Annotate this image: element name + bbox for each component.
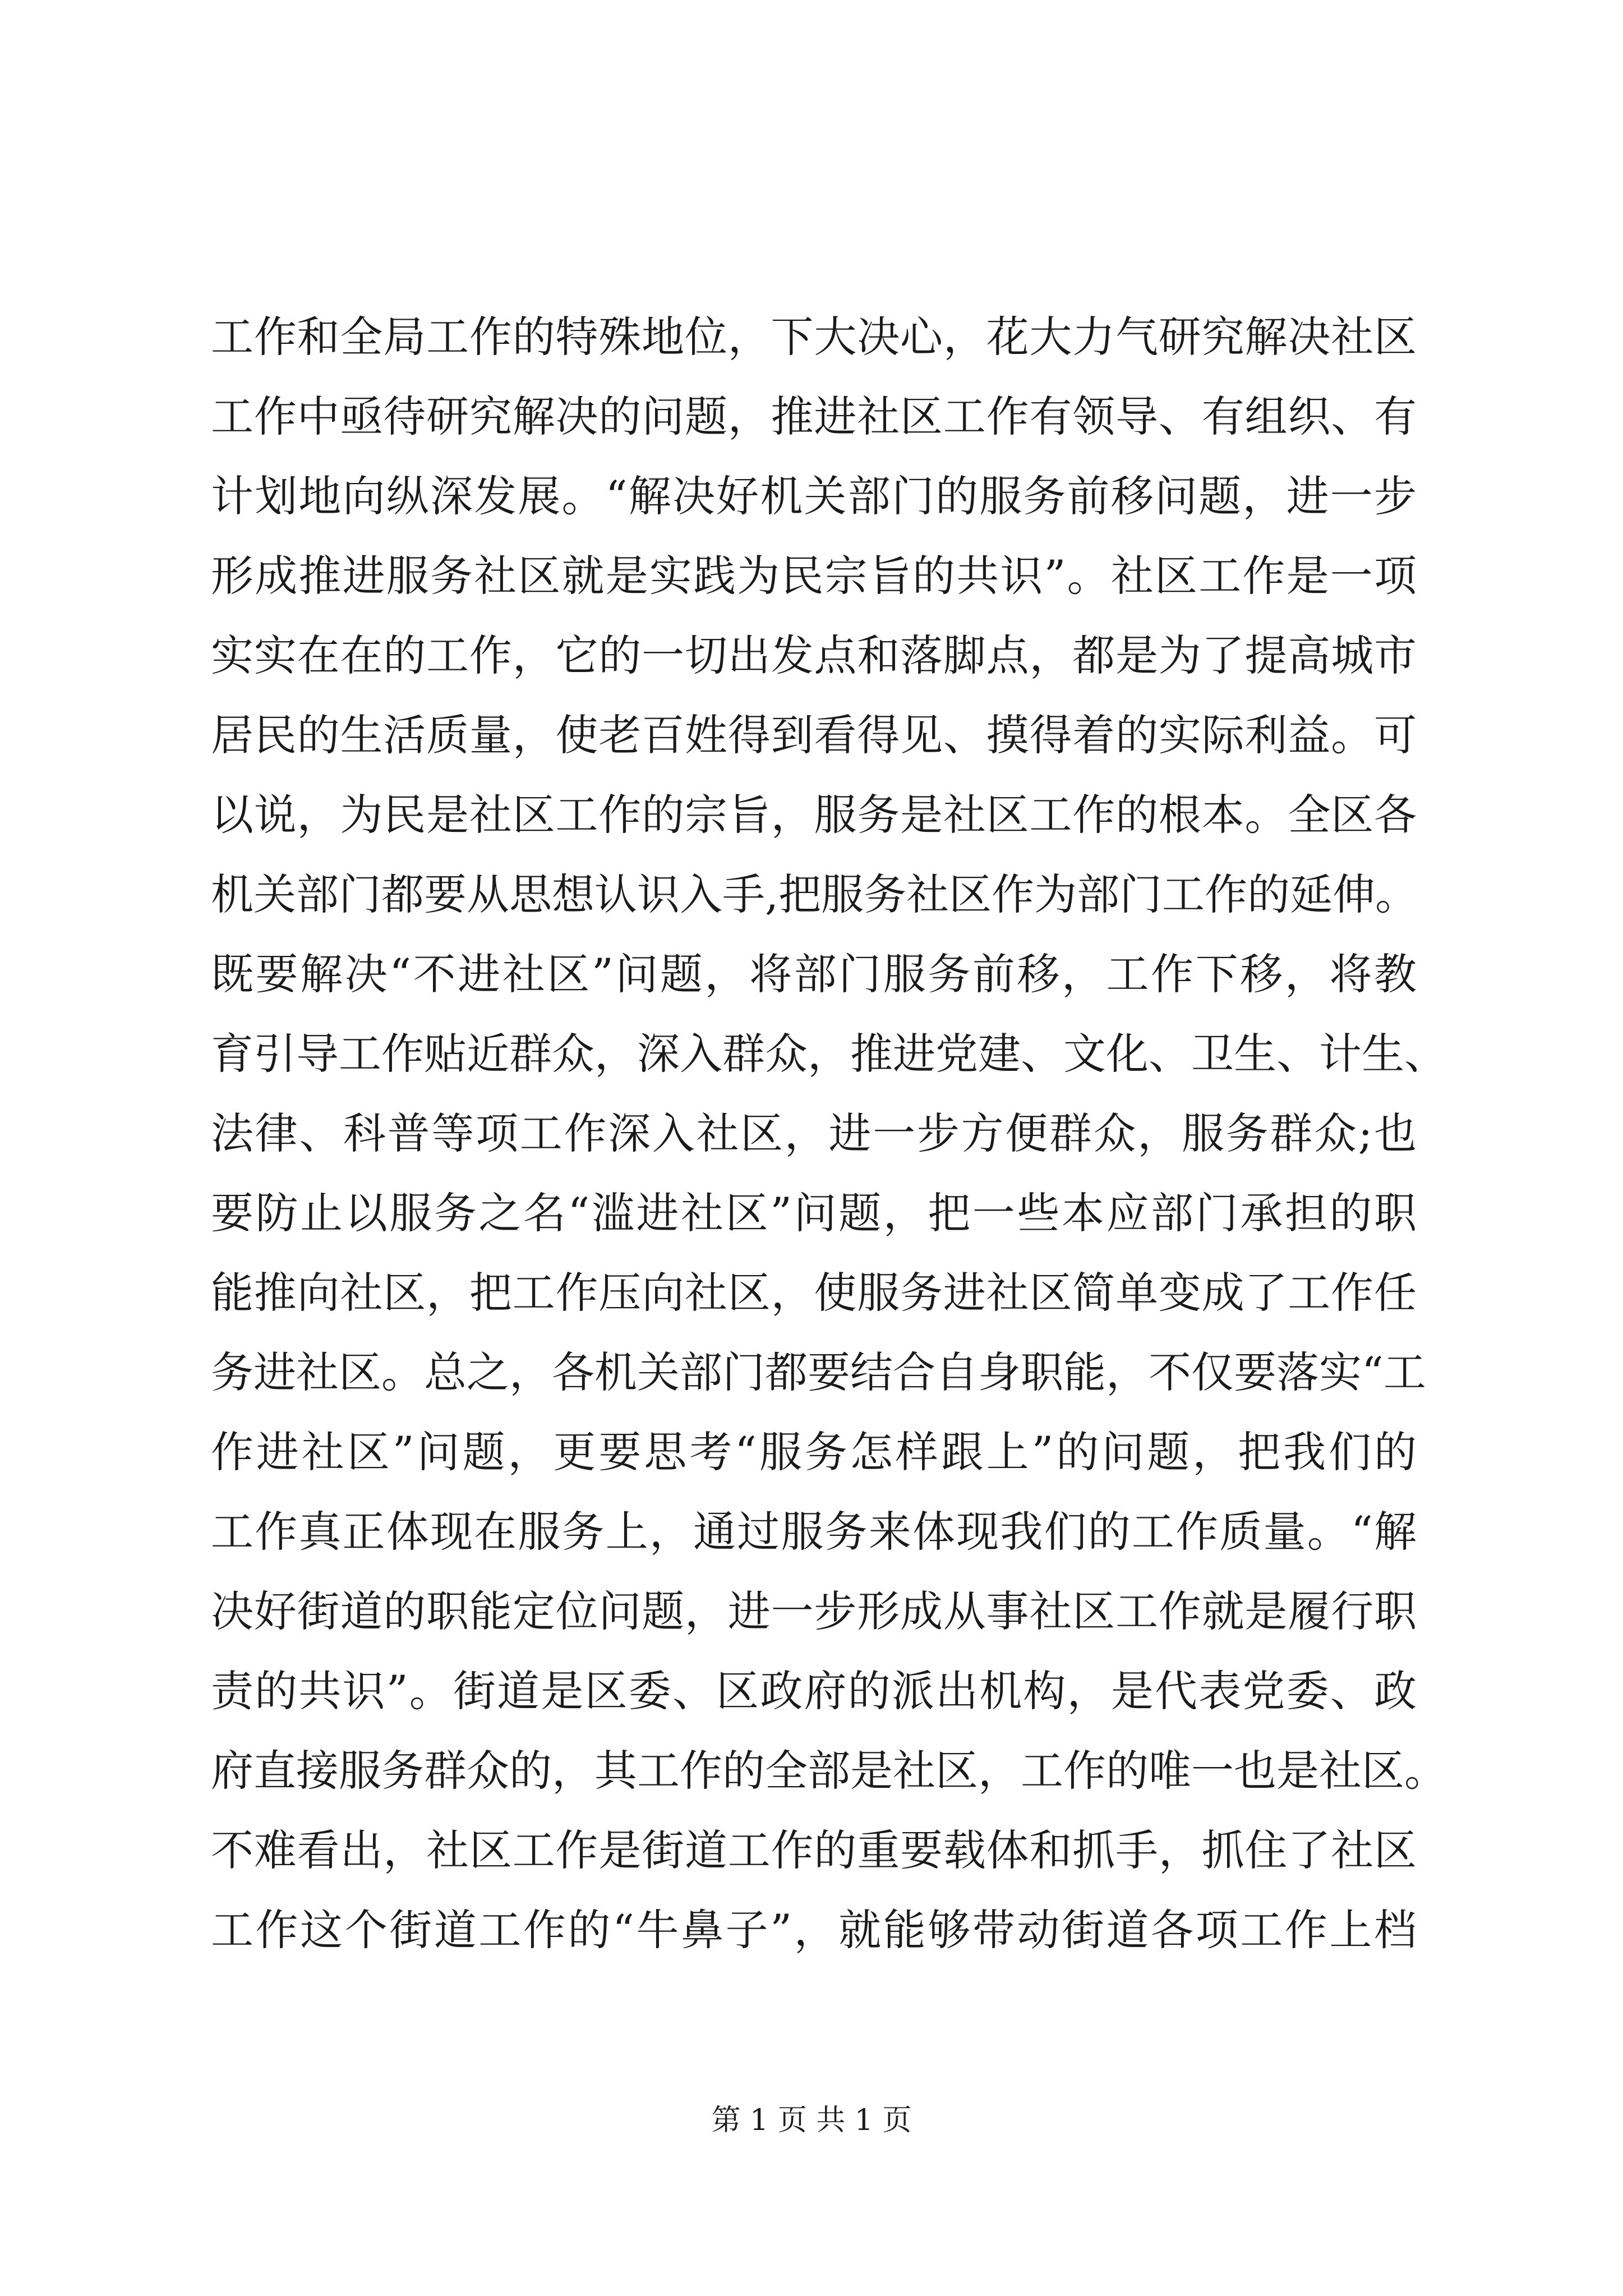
text-line: 责的共识”。街道是区委、区政府的派出机构，是代表党委、政 [211,1666,1417,1716]
text-line: 工作和全局工作的特殊地位，下大决心，花大力气研究解决社区 [211,312,1417,362]
text-line: 计划地向纵深发展。“解决好机关部门的服务前移问题，进一步 [211,471,1417,521]
page-number-label: 第 1 页 共 1 页 [711,2104,912,2137]
text-line: 工作中亟待研究解决的问题，推进社区工作有领导、有组织、有 [211,392,1417,441]
text-line: 形成推进服务社区就是实践为民宗旨的共识”。社区工作是一项 [211,551,1417,601]
page-footer [0,2101,1623,2140]
text-line: 育引导工作贴近群众，深入群众，推进党建、文化、卫生、计生、 [211,1029,1447,1079]
text-line: 机关部门都要从思想认识入手,把服务社区作为部门工作的延伸。 [211,869,1418,919]
text-line: 务进社区。总之，各机关部门都要结合自身职能，不仅要落实“工 [211,1347,1426,1397]
text-line: 能推向社区，把工作压向社区，使服务进社区简单变成了工作任 [211,1268,1417,1318]
text-line: 以说，为民是社区工作的宗旨，服务是社区工作的根本。全区各 [211,790,1417,840]
text-line: 居民的生活质量，使老百姓得到看得见、摸得着的实际利益。可 [211,710,1417,760]
body-paragraph [211,297,1447,1970]
text-line: 作进社区”问题，更要思考“服务怎样跟上”的问题，把我们的 [211,1427,1417,1477]
text-line: 工作这个街道工作的“牛鼻子”，就能够带动街道各项工作上档 [211,1905,1417,1955]
text-line: 要防止以服务之名“滥进社区”问题，把一些本应部门承担的职 [211,1188,1417,1238]
text-line: 工作真正体现在服务上，通过服务来体现我们的工作质量。“解 [211,1507,1417,1557]
text-line: 法律、科普等项工作深入社区，进一步方便群众，服务群众;也 [211,1108,1417,1158]
text-line: 实实在在的工作，它的一切出发点和落脚点，都是为了提高城市 [211,631,1417,680]
text-line: 府直接服务群众的，其工作的全部是社区，工作的唯一也是社区。 [211,1746,1447,1796]
text-line: 决好街道的职能定位问题，进一步形成从事社区工作就是履行职 [211,1586,1417,1636]
text-line: 不难看出，社区工作是街道工作的重要载体和抓手，抓住了社区 [211,1825,1417,1875]
text-line: 既要解决“不进社区”问题，将部门服务前移，工作下移，将教 [211,949,1417,999]
